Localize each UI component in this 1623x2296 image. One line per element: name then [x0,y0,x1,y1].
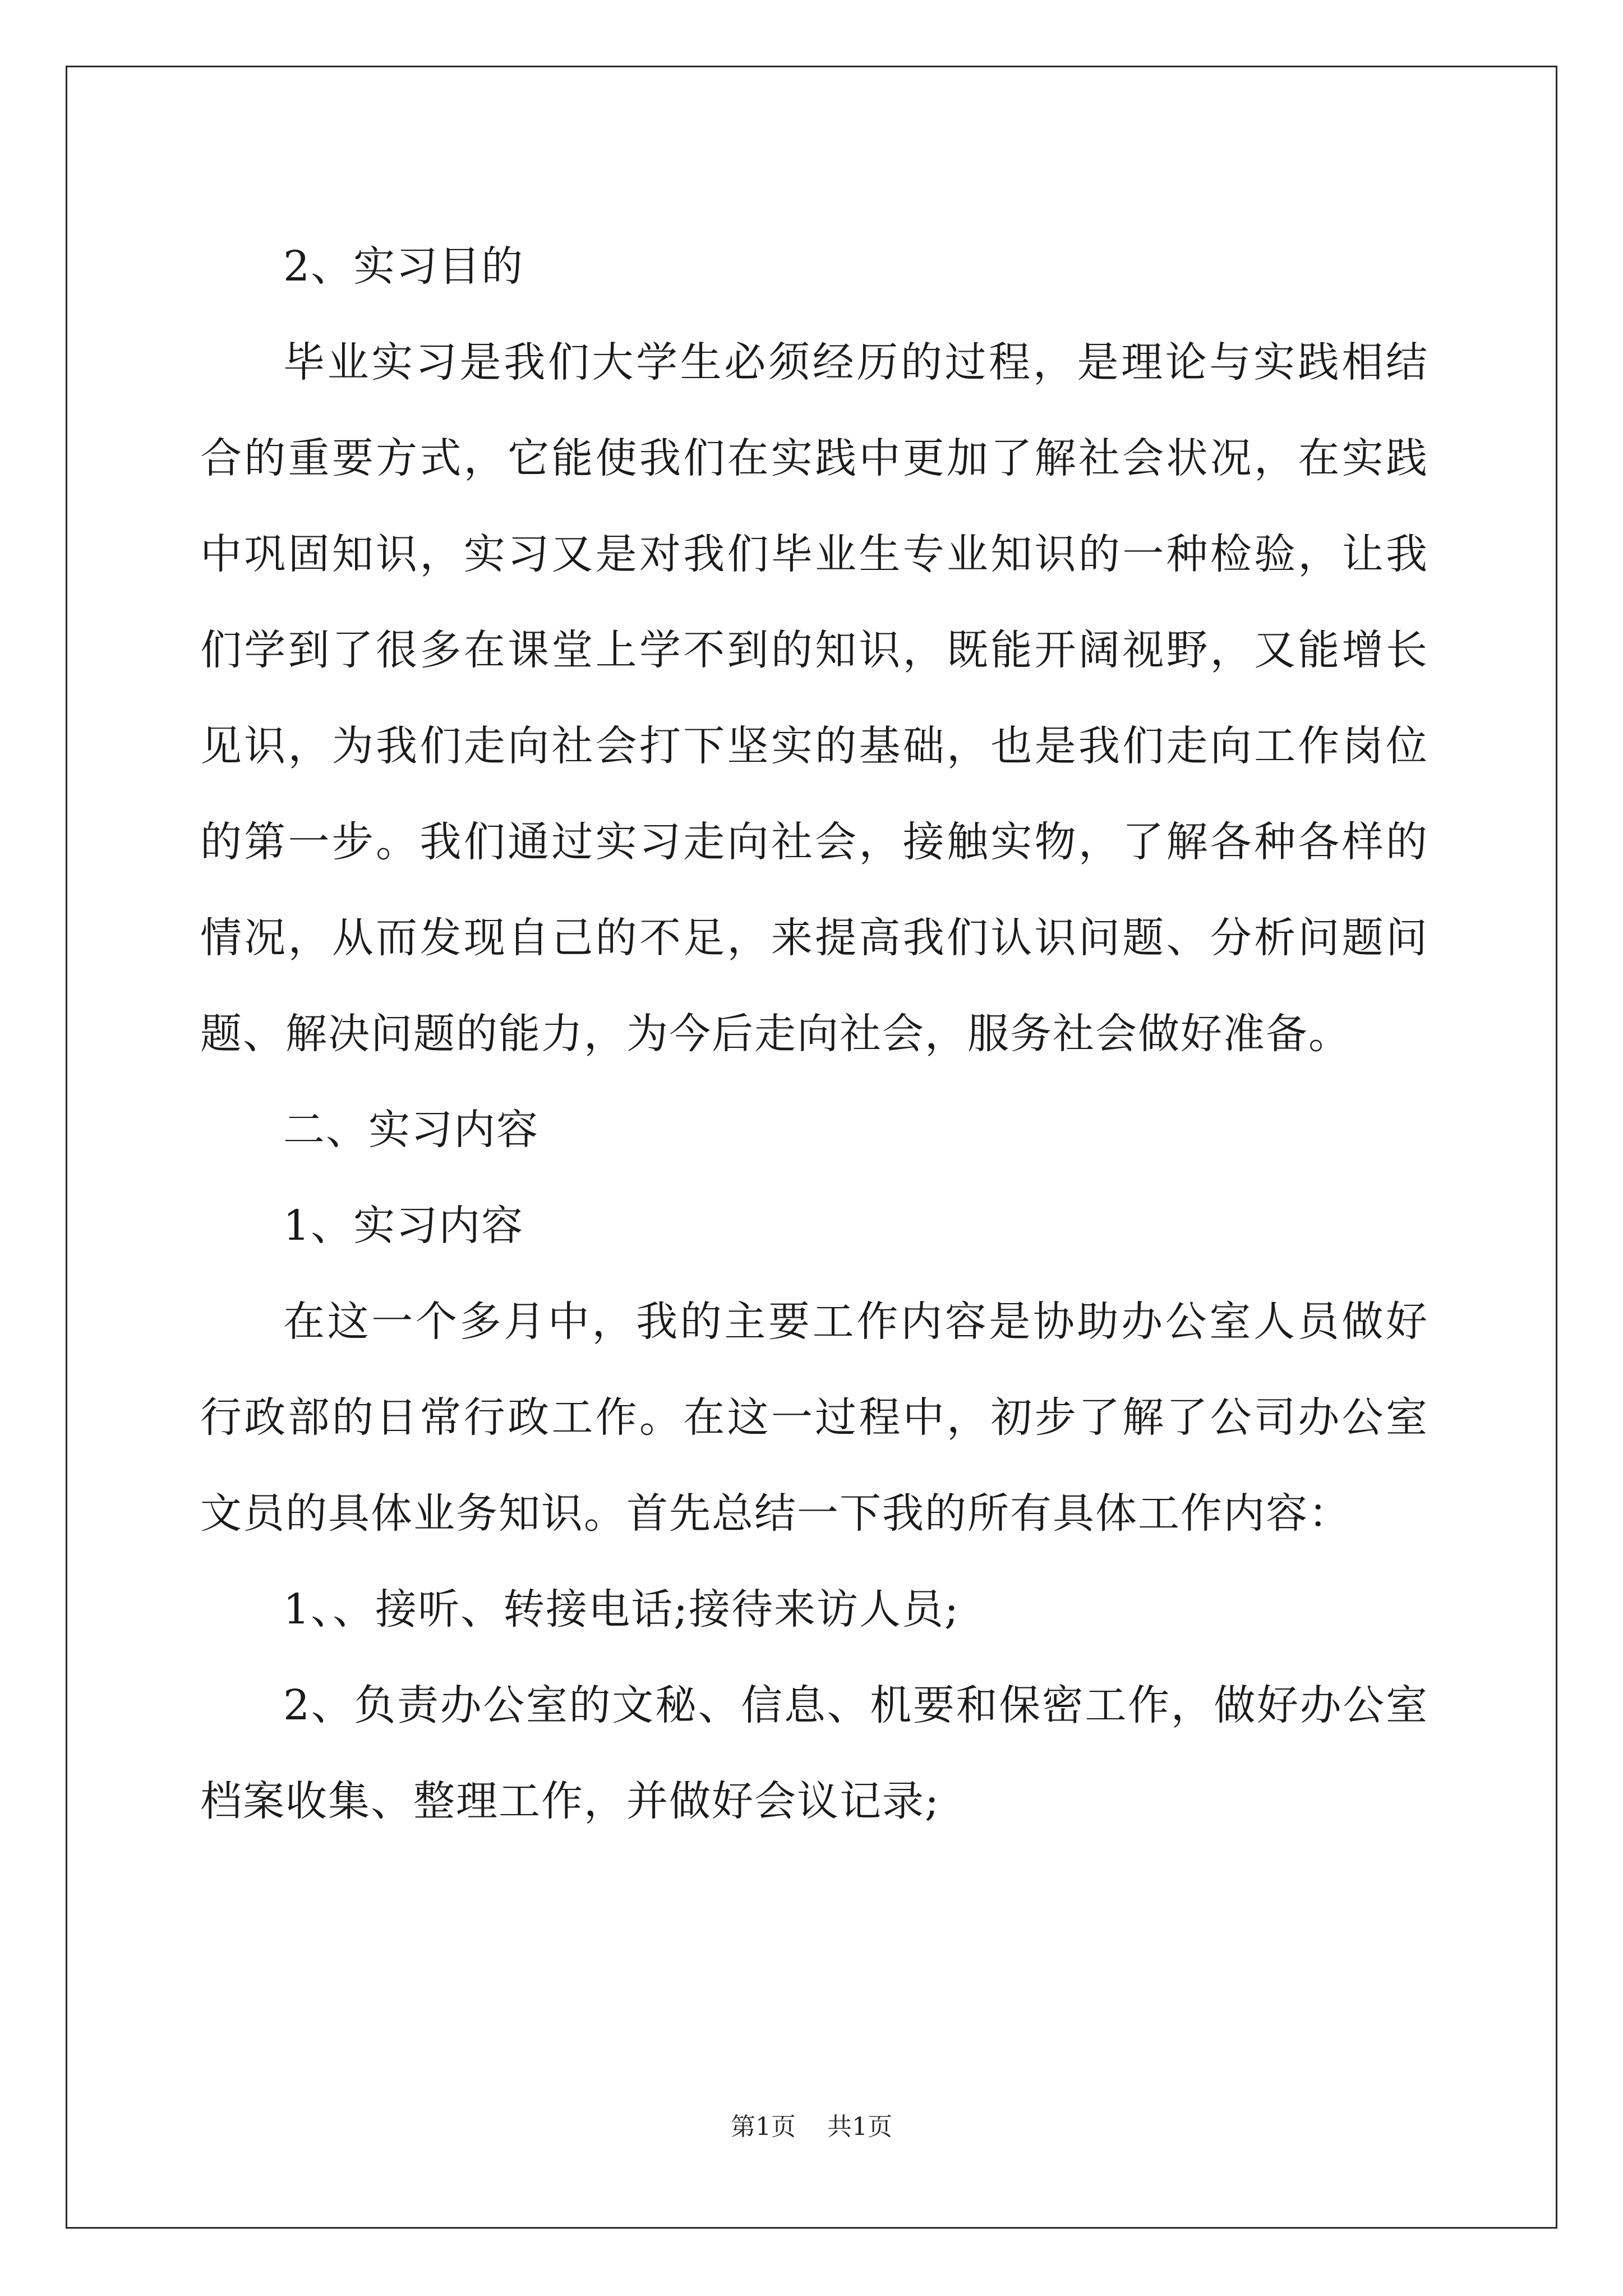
subsection-heading-content: 1、实习内容 [283,1202,524,1250]
paragraph-content-body: 在这一个多月中，我的主要工作内容是协助办公室人员做好行政部的日常行政工作。在这一过程中，初步了解了公司办公室文员的具体业务知识。首先总结一下我的所有具体工作内容： [200,1297,1428,1538]
document-body [200,219,1428,1849]
paragraph-purpose-body: 毕业实习是我们大学生必须经历的过程，是理论与实践相结合的重要方式，它能使我们在实践中更加了解社会状况，在实践中巩固知识，实习又是对我们毕业生专业知识的一种检验，让我们学到了很多在课堂上学不到的知识，既能开阔视野，又能增长见识，为我们走向社会打下坚实的基础，也是我们走向工作岗位的第一步。我们通过实习走向社会，接触实物，了解各种各样的情况，从而发现自己的不足，来提高我们认识问题、分析问题问题、解决问题的能力，为今后走向社会，服务社会做好准备。 [200,338,1428,1058]
list-item-1: 1、、接听、转接电话;接待来访人员; [283,1585,960,1634]
page-footer [0,2110,1623,2144]
page-number-current: 第1页 [731,2113,796,2141]
page-number-total: 共1页 [827,2113,892,2141]
section-heading-purpose: 2、实习目的 [283,242,524,291]
section-heading-content: 二、实习内容 [283,1106,539,1154]
list-item-2: 2、负责办公室的文秘、信息、机要和保密工作，做好办公室档案收集、整理工作，并做好会议记录; [200,1681,1428,1825]
